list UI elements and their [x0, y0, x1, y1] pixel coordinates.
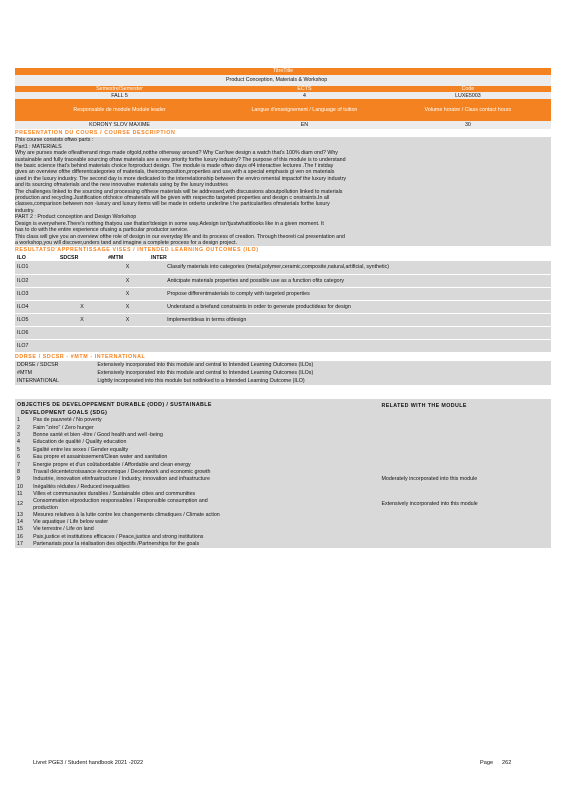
description-line: The challenges linked to the sourcing and processing ofthese materials will be addressed,with discussions aboutpollution linked to materials — [15, 188, 343, 195]
sdg-goal-text: Eau propre et assainissement/Clean water and sanitation — [33, 454, 168, 461]
sdg-row — [15, 519, 551, 526]
sdg-row — [15, 469, 551, 476]
ilo-sdcsr: X — [80, 316, 84, 323]
sdg-row — [15, 498, 551, 511]
sdg-related — [379, 491, 551, 498]
dd-label: INTERNATIONAL — [17, 377, 59, 384]
sdg-section — [15, 399, 551, 548]
sdg-goal-text: Paix,justice et institutions efficaces / Peace,justice and strong institutions — [33, 533, 204, 540]
sdg-goal — [31, 432, 379, 439]
footer-page-number: 262 — [502, 760, 512, 766]
sdg-related-header: RELATED WITH THE MODULE — [381, 402, 467, 409]
sdg-row — [15, 476, 551, 483]
sdg-goal — [31, 519, 379, 526]
ilo-id: ILO6 — [17, 329, 29, 336]
description-line: This class will give you an overview ofthe role of design in our everyday life and its process of creation. Through theoreti cal presentation and — [15, 233, 345, 240]
sdg-goal-text: Consommation etproduction responsables / Responsible consumption and — [33, 498, 208, 505]
sdg-number: 14 — [17, 518, 23, 525]
course-sheet — [15, 68, 551, 548]
footer-page-label: Page — [480, 760, 494, 766]
sdg-related — [379, 446, 551, 453]
ilo-inter — [149, 274, 165, 287]
sdg-title-1: OBJECTIFS DE DEVELOPPEMENT DURABLE (ODD) / SUSTAINABLE — [17, 401, 212, 408]
sdg-number: 5 — [17, 446, 20, 453]
sdg-related: Extensively incorporated into this module — [381, 501, 478, 508]
sdg-goal — [31, 469, 379, 476]
dd-label: #MTM — [17, 369, 33, 376]
sdg-goal — [31, 439, 379, 446]
ilo-row — [15, 313, 551, 326]
ilo-sdcsr — [58, 339, 106, 352]
ilo-row — [15, 287, 551, 300]
dd-text: Extensively incorporated into this module and central to Intended Learning Outcomes (ILOs) — [97, 361, 314, 368]
footer-handbook: Livret PGE3 / Student handbook 2021 -2022 — [33, 760, 144, 766]
ilo-id: ILO5 — [17, 316, 29, 323]
sdg-number: 2 — [17, 424, 20, 431]
sdg-row — [15, 461, 551, 468]
sdg-goal-text: Industrie, innovation etinfrastructure / Industry, innovation and infrastructure — [33, 476, 210, 483]
course-header-table — [15, 68, 551, 129]
sdg-related — [379, 511, 551, 518]
ilo-inter — [149, 261, 165, 274]
sdg-number: 15 — [17, 526, 23, 533]
sdg-number: 10 — [17, 483, 23, 490]
ilo-row — [15, 300, 551, 313]
ilo-text: Implementideas in terms ofdesign — [167, 316, 247, 323]
description-line: the basic science that's behind materials choice forproduct design. The module is made oftwo days of4 interactive lectures .The f irstday — [15, 163, 334, 170]
dd-row — [15, 377, 551, 385]
description-line: production and recycling.Justification ofchoice ofmaterials will be given with respectto targeted properties and design c onstraints.In all — [15, 195, 330, 202]
sdg-number: 13 — [17, 511, 23, 518]
responsable-label: Responsable de module Module leader — [73, 107, 166, 114]
sdg-goal — [31, 417, 379, 424]
sdg-goal-text: Education de qualité / Quality education — [33, 439, 127, 446]
sdg-header — [15, 401, 551, 417]
ilo-mtm: X — [125, 277, 130, 284]
ilo-text — [165, 339, 551, 352]
dd-text: Extensively incorporated into this module and central to Intended Learning Outcomes (ILOs) — [97, 369, 314, 376]
ilo-row — [15, 339, 551, 352]
sdg-related — [379, 533, 551, 540]
course-title: Product Conception, Materials & Workshop — [226, 77, 328, 84]
ilo-inter — [149, 313, 165, 326]
sdg-row — [15, 424, 551, 431]
ilo-id: ILO7 — [17, 342, 29, 349]
sdg-number: 16 — [17, 533, 23, 540]
sdg-related — [379, 483, 551, 490]
sdg-number: 17 — [17, 541, 23, 548]
sdg-goal-text: Villes et communautes durables / Sustainable cities and communities — [33, 491, 196, 498]
sdg-row — [15, 533, 551, 540]
hours-label: Volume horaire / Class contact hours — [424, 107, 512, 114]
sdg-related — [379, 417, 551, 424]
sdg-goal — [31, 541, 379, 548]
dd-title: DDRSE / SDCSR - #MTM - INTERNATIONAL — [15, 353, 146, 360]
sdg-goal-text: Vie terrestre / Life on land — [33, 526, 94, 533]
sdg-goal — [31, 476, 379, 483]
sdg-table — [15, 417, 551, 548]
description-line: PART 2 : Product conception and Design Workshop — [15, 214, 137, 221]
sdg-goal-text: Pas de pauvreté / No poverty — [33, 417, 102, 424]
ilo-head-inter: INTER — [150, 254, 167, 261]
sdg-row — [15, 432, 551, 439]
ilo-text: Classify materials into categories (metal,polymer,ceramic,composite,natural,artificial, synthetic) — [167, 264, 390, 271]
ilo-title: RESULTATSD'APPRENTISSAGE VISES / INTENDED LEARNING OUTCOMES (ILO) — [15, 247, 259, 254]
description-line: a workshop,you will discover,unders tand and imagine a complete process for a design project. — [15, 239, 238, 246]
sdg-number: 8 — [17, 469, 20, 476]
ilo-text: Understand a briefand constraints in order to generate productideas for design — [167, 303, 351, 310]
sdg-row — [15, 511, 551, 518]
sdg-goal — [31, 461, 379, 468]
ilo-mtm — [106, 339, 149, 352]
description-line: has to do with the entire experience ofusing a particular productor service. — [15, 227, 189, 234]
sdg-goal — [31, 498, 379, 511]
sdg-goal-text-cont: production — [33, 504, 58, 511]
sdg-goal — [31, 446, 379, 453]
sdg-row — [15, 541, 551, 548]
ilo-inter — [149, 287, 165, 300]
sdg-goal-text: Partenariats pour la réalisation des objectifs /Partnerships for the goals — [33, 541, 200, 548]
code-label: Code — [461, 86, 475, 92]
presentation-title: PRESENTATION DU COURS / COURSE DESCRIPTION — [15, 130, 176, 137]
sdg-title-2: DEVELOPMENT GOALS (SDG) — [21, 409, 108, 416]
sdg-related — [379, 541, 551, 548]
sdg-related — [379, 439, 551, 446]
sdg-goal-text: Energie propre et d'un coûtabordable / Affordable and clean energy — [33, 461, 191, 468]
description-line: Design is everywhere.There's nothing thatyou use thatisn'tdesign in some way.Adesign isn'tjustwhatitlooks like in a given moment. It — [15, 220, 324, 227]
ilo-head-sdcsr: SDCSR — [59, 254, 79, 261]
ilo-mtm — [106, 326, 149, 339]
semester-value: FALL 5 — [111, 92, 128, 99]
sdg-related — [379, 469, 551, 476]
ilo-table — [15, 254, 551, 353]
course-description — [15, 137, 551, 246]
hours-value: 30 — [464, 122, 471, 129]
description-line: This course consists oftwo parts : — [15, 137, 94, 144]
sdg-related — [379, 432, 551, 439]
sdg-goal — [31, 533, 379, 540]
sdg-goal — [31, 511, 379, 518]
sdg-row — [15, 491, 551, 498]
sdg-goal-text: Travail décentetcroissance économique / Decentwork and economic growth — [33, 469, 211, 476]
title-label: TitreTitle — [272, 68, 294, 75]
ilo-mtm: X — [125, 303, 130, 310]
dd-table — [15, 361, 551, 385]
ilo-text: Anticipate materials properties and possible use as a function ofits category — [167, 277, 345, 284]
ilo-head-mtm: #MTM — [108, 254, 124, 261]
ilo-text: Propose differentmaterials to comply with targeted properties — [167, 290, 310, 297]
description-line: and its sourcing ofmaterials and the new innovative materials using by the luxury industries — [15, 182, 228, 189]
sdg-goal — [31, 424, 379, 431]
ilo-sdcsr — [58, 287, 106, 300]
ilo-mtm: X — [125, 264, 130, 271]
sdg-related: Moderately incorporated into this module — [381, 476, 478, 483]
page-footer — [33, 760, 533, 766]
sdg-number: 3 — [17, 432, 20, 439]
description-line: gives an overview ofthe differentcategories of materials, theircomposition,properties and use,with a special emphasis gi ven on materials — [15, 169, 335, 176]
ilo-inter — [149, 326, 165, 339]
description-line: sustainable and fully traceable sourcing ofraw materials are a new priority forthe luxury industry? The purpose of this module is to understand — [15, 156, 346, 163]
ilo-row — [15, 261, 551, 274]
sdg-goal — [31, 491, 379, 498]
dd-text: Lightly incorporated into this module but notlinked to a Intended Learning Outcome (ILO) — [97, 377, 305, 384]
ilo-sdcsr — [58, 326, 106, 339]
ilo-inter — [149, 339, 165, 352]
ilo-sdcsr — [58, 261, 106, 274]
sdg-number: 12 — [17, 501, 23, 508]
sdg-number: 4 — [17, 439, 20, 446]
sdg-row — [15, 417, 551, 424]
description-line: classes,comparison between non -luxury and luxury items will be made in orderto underline t he particularities ofmaterials forthe luxury — [15, 201, 330, 208]
sdg-goal-text: Mesures relatives à la lutte contre les changements climatiques / Climate action — [33, 511, 220, 518]
sdg-goal-text: Vie aquatique / Life below water — [33, 518, 109, 525]
language-value: EN — [300, 122, 309, 129]
sdg-related — [379, 424, 551, 431]
ilo-row — [15, 274, 551, 287]
sdg-related — [379, 461, 551, 468]
sdg-goal — [31, 526, 379, 533]
semester-label: Semestre/Semester — [96, 86, 143, 92]
sdg-number: 11 — [17, 491, 23, 498]
ects-value: 4 — [302, 92, 306, 99]
description-line: Part1 : MATERIALS — [15, 143, 62, 150]
ilo-sdcsr — [58, 274, 106, 287]
sdg-number: 6 — [17, 454, 20, 461]
sdg-number: 7 — [17, 461, 20, 468]
ilo-mtm: X — [125, 316, 130, 323]
sdg-related — [379, 454, 551, 461]
sdg-number: 9 — [17, 476, 20, 483]
dd-row — [15, 361, 551, 369]
ilo-text — [165, 326, 551, 339]
ilo-sdcsr: X — [80, 303, 84, 310]
sdg-number: 1 — [17, 417, 20, 424]
dd-label: DDRSE / SDCSR — [17, 361, 59, 368]
ilo-head-id: ILO — [17, 254, 26, 261]
ilo-mtm: X — [125, 290, 130, 297]
ilo-inter — [149, 300, 165, 313]
code-value: LUXE5003 — [455, 92, 481, 99]
ilo-id: ILO4 — [17, 303, 29, 310]
sdg-goal-text: Bonne santé et bien -être / Good health and well -being — [33, 432, 163, 439]
sdg-goal-text: Egalité entre les sexes / Gender equality — [33, 446, 129, 453]
leader-value: KORONY SLOV MAXIME — [89, 122, 150, 129]
language-label: Langue d'enseignement / Language of tuition — [251, 107, 358, 114]
sdg-row — [15, 526, 551, 533]
dd-row — [15, 369, 551, 377]
sdg-goal-text: Faim "zéro" / Zero hunger — [33, 424, 94, 431]
description-line: Why are purses made ofleatherand rings made ofgold,notthe otherway around? Why Can'twe design a watch that's 100% diam ond? Why — [15, 150, 338, 157]
ilo-id: ILO3 — [17, 290, 29, 297]
sdg-row — [15, 446, 551, 453]
sdg-goal-text: Inégalités réduites / Reduced inequalities — [33, 483, 130, 490]
sdg-related — [379, 526, 551, 533]
sdg-related — [379, 519, 551, 526]
ilo-row — [15, 326, 551, 339]
description-line: industry. — [15, 207, 35, 214]
sdg-row — [15, 439, 551, 446]
ilo-id: ILO1 — [17, 264, 29, 271]
sdg-row — [15, 454, 551, 461]
ilo-id: ILO2 — [17, 277, 29, 284]
sdg-goal — [31, 483, 379, 490]
sdg-goal — [31, 454, 379, 461]
sdg-row — [15, 483, 551, 490]
ects-label: ECTS — [297, 86, 312, 92]
description-line: used in the luxury industry. The second day is more dedicated to the interrelationship between the enviro nmental impactof the luxury industry — [15, 175, 347, 182]
